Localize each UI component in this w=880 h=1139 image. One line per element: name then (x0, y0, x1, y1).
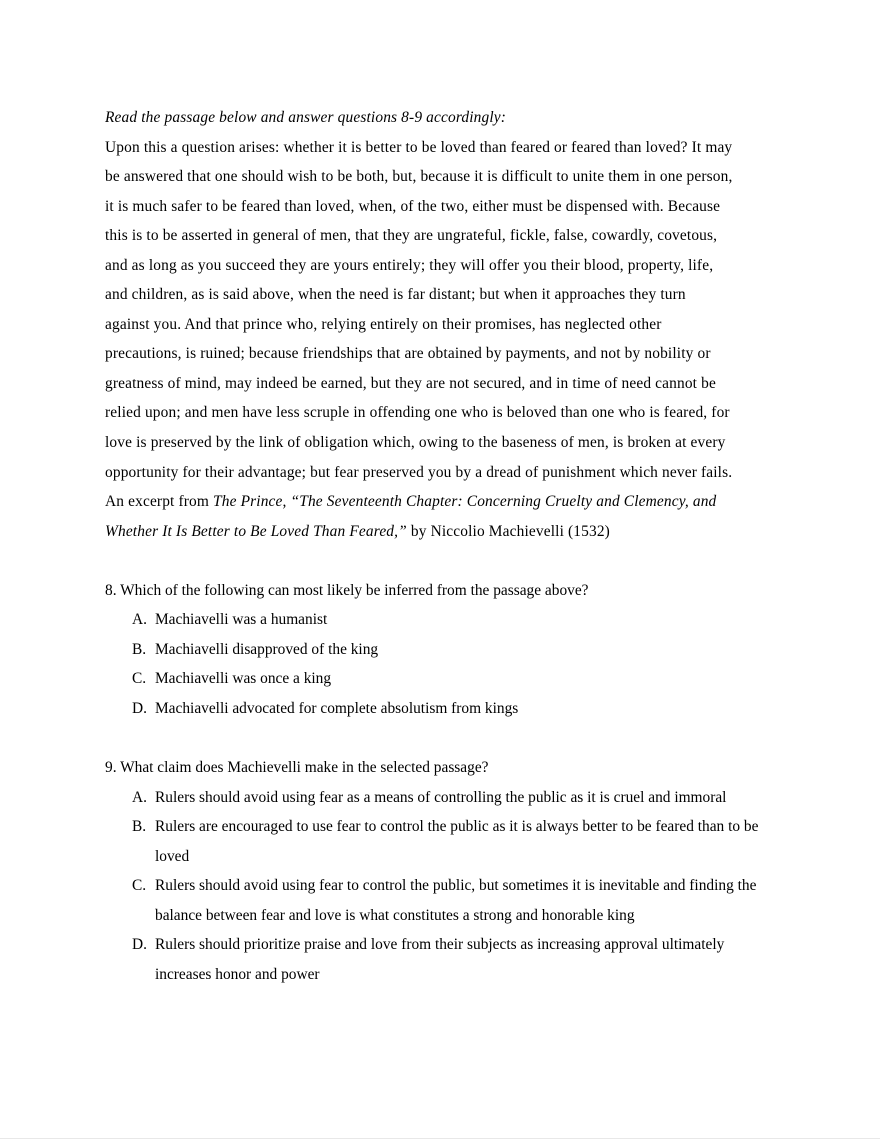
option-letter: D. (132, 936, 147, 954)
option-label: Rulers are encouraged to use fear to control the public as it is always better to be feared than to be loved (155, 818, 759, 865)
passage-line: it is much safer to be feared than loved, when, of the two, either must be dispensed with. Because (105, 197, 721, 215)
attribution-author-credit: by Niccolio Machievelli (1532) (406, 522, 610, 540)
passage-line: be answered that one should wish to be both, but, because it is difficult to unite them in one person, (105, 168, 733, 186)
option-letter: A. (132, 611, 147, 629)
passage-line: love is preserved by the link of obligation which, owing to the baseness of men, is broken at every (105, 434, 726, 452)
option-letter: B. (132, 640, 147, 658)
attribution-chapter-title-part2: Whether It Is Better to Be Loved Than Feared,” (105, 522, 407, 540)
option-9-b[interactable] (105, 812, 780, 871)
spacer (105, 723, 780, 753)
question-8-prompt: 8. Which of the following can most likely be inferred from the passage above? (105, 581, 589, 599)
attribution-chapter-title-part1: “The Seventeenth Chapter: Concerning Cruelty and Clemency, and (286, 493, 717, 511)
option-9-d[interactable] (105, 930, 780, 989)
passage-line: against you. And that prince who, relying entirely on their promises, has neglected other (105, 315, 662, 333)
passage-line: Upon this a question arises: whether it is better to be loved than feared or feared than loved? It may (105, 138, 733, 156)
attribution-line-2 (105, 517, 780, 547)
option-letter: B. (132, 818, 147, 836)
passage-line: relied upon; and men have less scruple in offending one who is beloved than one who is feared, for (105, 404, 730, 422)
option-9-c[interactable] (105, 871, 780, 930)
option-9-a[interactable] (105, 783, 780, 813)
option-label: Rulers should avoid using fear as a means of controlling the public as it is cruel and immoral (155, 788, 727, 806)
passage-line: and children, as is said above, when the need is far distant; but when it approaches they turn (105, 286, 686, 304)
option-label: Rulers should avoid using fear to control the public, but sometimes it is inevitable and finding the balance between fear and love is what constitutes a strong and honorable king (155, 877, 757, 924)
passage-line: and as long as you succeed they are yours entirely; they will offer you their blood, property, life, (105, 256, 714, 274)
option-letter: A. (132, 788, 147, 806)
document-content (105, 103, 780, 989)
attribution-lead: An excerpt from (105, 493, 214, 511)
passage-body (105, 133, 780, 488)
question-9-options (105, 783, 780, 990)
option-label: Machiavelli disapproved of the king (155, 640, 379, 658)
attribution-work-title: The Prince, (213, 493, 287, 511)
option-letter: C. (132, 877, 147, 895)
option-letter: C. (132, 670, 147, 688)
passage-line: opportunity for their advantage; but fear preserved you by a dread of punishment which never fails. (105, 463, 733, 481)
passage-line: this is to be asserted in general of men, that they are ungrateful, fickle, false, cowardly, covetous, (105, 227, 718, 245)
option-label: Rulers should prioritize praise and love from their subjects as increasing approval ultimately increases honor and power (155, 936, 725, 983)
attribution-line-1 (105, 487, 780, 517)
option-8-d[interactable] (105, 694, 780, 724)
question-8-options (105, 605, 780, 723)
passage-line: greatness of mind, may indeed be earned, but they are not secured, and in time of need cannot be (105, 374, 716, 392)
option-label: Machiavelli was a humanist (155, 611, 328, 629)
option-8-a[interactable] (105, 605, 780, 635)
option-letter: D. (132, 699, 147, 717)
option-8-c[interactable] (105, 664, 780, 694)
question-9-prompt: 9. What claim does Machievelli make in the selected passage? (105, 759, 489, 777)
option-8-b[interactable] (105, 635, 780, 665)
passage-line: precautions, is ruined; because friendships that are obtained by payments, and not by nobility or (105, 345, 711, 363)
spacer (105, 546, 780, 576)
intro-instruction: Read the passage below and answer questions 8-9 accordingly: (105, 109, 507, 126)
option-label: Machiavelli advocated for complete absolutism from kings (155, 699, 519, 717)
option-label: Machiavelli was once a king (155, 670, 332, 688)
